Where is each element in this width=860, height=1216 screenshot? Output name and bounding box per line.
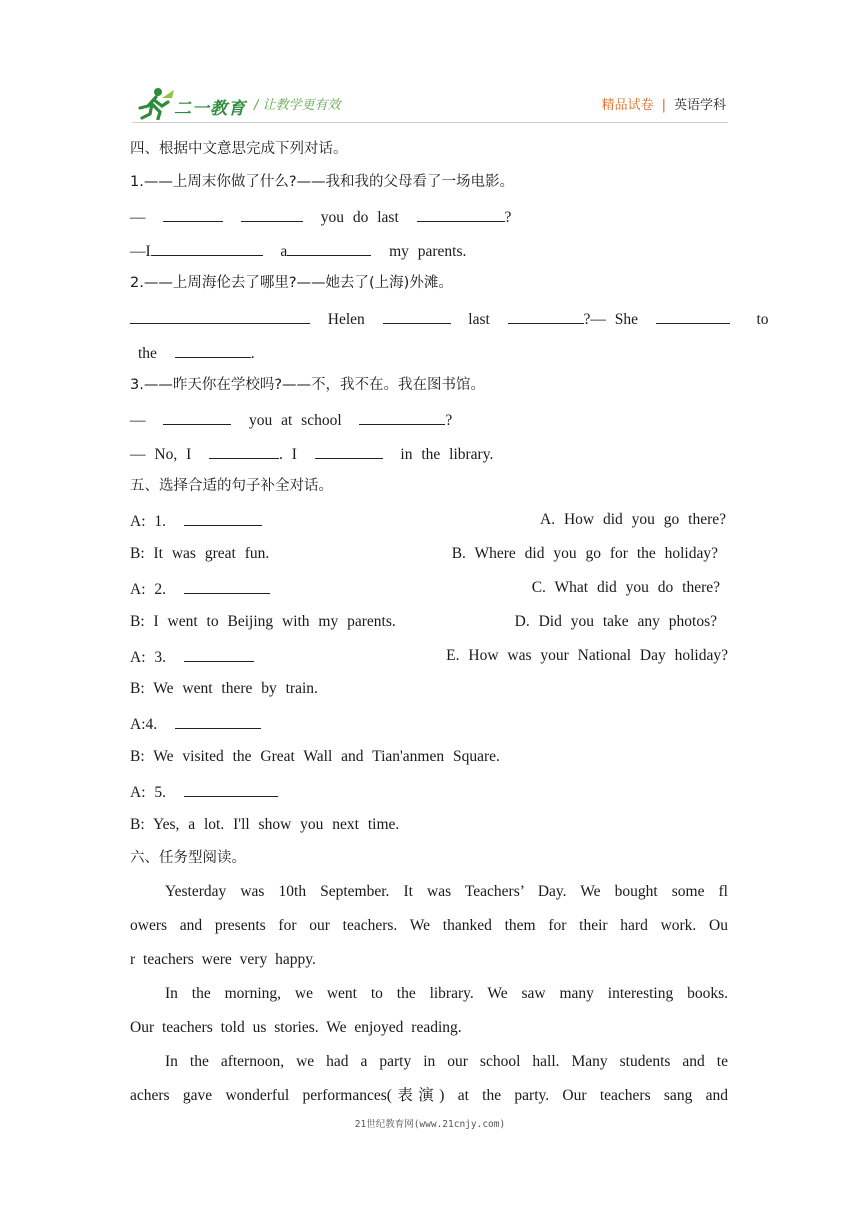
blank[interactable] (241, 204, 303, 222)
blank[interactable] (163, 204, 223, 222)
header-right (602, 94, 726, 113)
blank[interactable] (151, 238, 263, 256)
blank[interactable] (287, 238, 371, 256)
blank[interactable] (184, 779, 278, 797)
q1-line-a: — you do last ? (130, 204, 511, 228)
q2-line-b: the . (138, 340, 255, 364)
q2-prompt: 2.——上周海伦去了哪里?——她去了(上海)外滩。 (130, 275, 453, 291)
logo-text: 二一教育 (174, 99, 246, 119)
blank[interactable] (175, 340, 251, 358)
blank[interactable] (184, 644, 254, 662)
blank[interactable] (359, 407, 445, 425)
dialogue-line: B: We visited the Great Wall and Tian'anmen Square. (130, 748, 500, 765)
q3-prompt: 3.——昨天你在学校吗?——不，我不在。我在图书馆。 (130, 377, 486, 393)
dialogue-line: B: It was great fun. (130, 545, 270, 562)
subject-label: 英语学科 (673, 98, 726, 113)
q3-line-b: — No, I . I in the library. (130, 441, 493, 465)
section-6-title: 六、任务型阅读。 (130, 850, 246, 866)
dialogue-line: A: 3. (130, 644, 254, 668)
option-e: E. How was your National Day holiday? (446, 647, 728, 664)
dialogue-line: A: 2. (130, 576, 270, 600)
section-4-title: 四、根据中文意思完成下列对话。 (130, 141, 348, 157)
dialogue-line: B: We went there by train. (130, 680, 318, 697)
q1-line-b: —I a my parents. (130, 238, 466, 262)
blank[interactable] (130, 306, 216, 324)
dialogue-line: A: 5. (130, 779, 278, 803)
blank[interactable] (383, 306, 451, 324)
option-d: D. Did you take any photos? (514, 613, 717, 630)
blank[interactable] (315, 441, 383, 459)
option-a: A. How did you go there? (540, 511, 726, 528)
quality-label: 精品试卷 (601, 98, 654, 113)
slogan: / 让教学更有效 (254, 98, 341, 113)
header-divider (132, 122, 728, 123)
dialogue-line: A:4. (130, 711, 261, 735)
q2-line-a: Helen last ?— She to (130, 306, 769, 330)
header-separator: | (661, 98, 666, 113)
blank[interactable] (184, 508, 262, 526)
dialogue-line: B: Yes, a lot. I'll show you next time. (130, 816, 400, 833)
blank[interactable] (175, 711, 261, 729)
page-footer: 21世纪教育网(www.21cnjy.com) (354, 1119, 506, 1130)
logo (136, 86, 246, 120)
q3-line-a: — you at school ? (130, 407, 452, 431)
blank[interactable] (508, 306, 584, 324)
reading-paragraph-1: Yesterday was 10th September. It was Teachers’ Day. We bought some fl owers and presents for our teachers. We thanked them for their hard work. Ou r teachers were very happy. (130, 883, 728, 968)
option-c: C. What did you do there? (531, 579, 720, 596)
reading-paragraph-3: In the afternoon, we had a party in our school hall. Many students and te achers gave wonderful performances(表演) at the party. Our teachers sang and (130, 1053, 728, 1104)
blank[interactable] (184, 576, 270, 594)
blank[interactable] (163, 407, 231, 425)
runner-logo-icon (136, 86, 176, 120)
dialogue-line: A: 1. (130, 508, 262, 532)
page-header (0, 0, 860, 130)
blank[interactable] (216, 306, 310, 324)
blank[interactable] (417, 204, 505, 222)
section-5-title: 五、选择合适的句子补全对话。 (130, 478, 333, 494)
dialogue-line: B: I went to Beijing with my parents. (130, 613, 396, 630)
reading-paragraph-2: In the morning, we went to the library. We saw many interesting books. Our teachers told us stories. We enjoyed reading. (130, 985, 728, 1036)
blank[interactable] (209, 441, 279, 459)
option-b: B. Where did you go for the holiday? (451, 545, 718, 562)
q1-prompt: 1.——上周末你做了什么?——我和我的父母看了一场电影。 (130, 174, 515, 190)
blank[interactable] (656, 306, 730, 324)
